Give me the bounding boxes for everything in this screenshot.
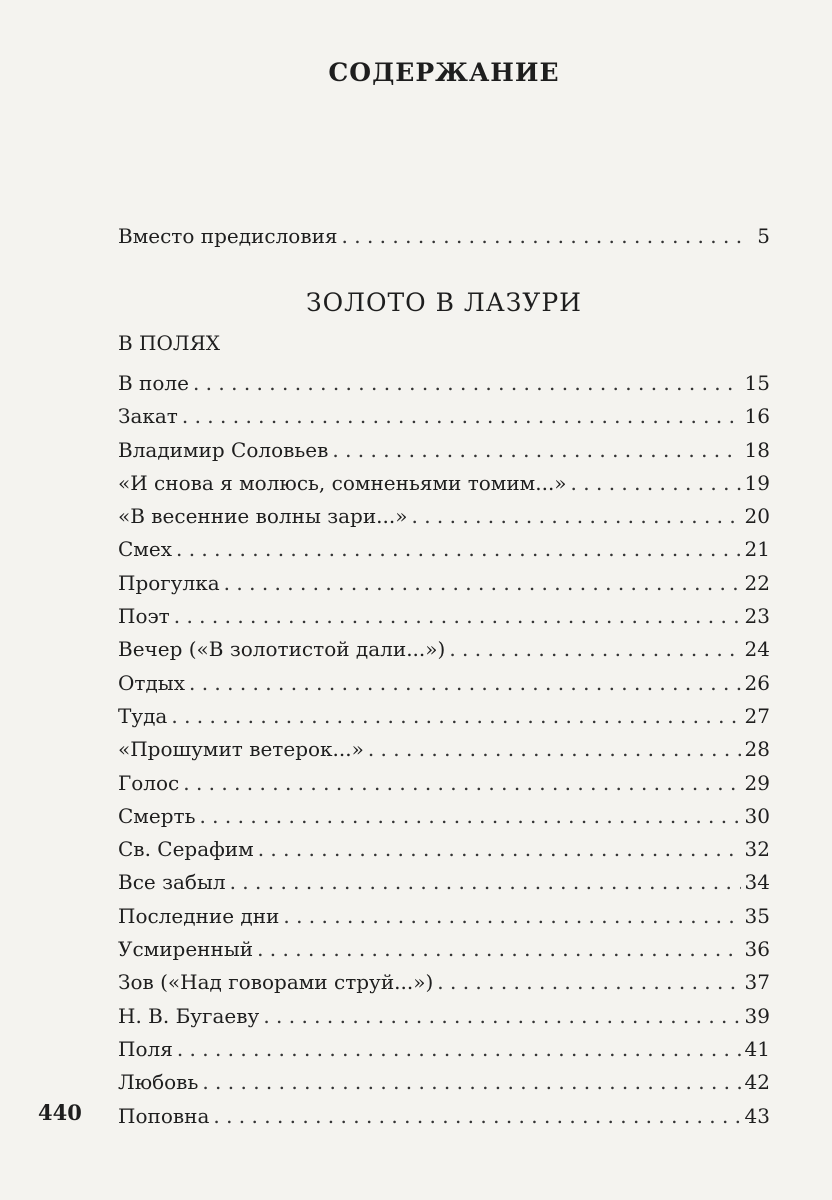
dot-leader [183,767,740,800]
entry-page: 22 [744,570,770,595]
toc-entry [118,467,770,500]
toc-entry [118,933,770,966]
entry-title: Поэт [118,604,170,629]
entry-title: Отдых [118,670,185,695]
entry-title: Последние дни [118,903,280,928]
toc-entry [118,1000,770,1033]
entry-title: Вечер («В золотистой дали...») [118,637,446,662]
entry-title: «В весенние волны зари...» [118,504,408,529]
entry-title: Поля [118,1036,173,1061]
toc-entry [118,1100,770,1133]
toc-entry [118,434,770,467]
entry-title: Поповна [118,1103,210,1128]
entry-page: 35 [744,903,770,928]
dot-leader [171,700,740,733]
toc-entry [118,500,770,533]
dot-leader [342,224,744,248]
toc-entry [118,767,770,800]
entry-title: В поле [118,371,189,395]
dot-leader [571,467,741,500]
dot-leader [332,434,740,467]
dot-leader [182,400,741,433]
entry-page: 28 [744,737,770,762]
entry-title: Закат [118,404,178,429]
entry-page: 36 [744,937,770,962]
entry-title: Св. Серафим [118,837,254,862]
entry-page: 29 [744,770,770,795]
toc-entry [118,900,770,933]
entry-title: Любовь [118,1070,199,1095]
entry-page: 23 [744,604,770,629]
dot-leader [258,833,741,866]
toc-entry [118,733,770,766]
toc-list [118,367,770,1133]
entry-title: Смех [118,537,172,562]
dot-leader [213,1100,740,1133]
entry-title: Н. В. Бугаеву [118,1003,260,1028]
toc-entry [118,667,770,700]
entry-page: 16 [744,404,770,429]
toc-entry [118,833,770,866]
toc-entry [118,633,770,666]
toc-entry [118,966,770,999]
entry-page: 24 [744,637,770,662]
entry-title: Прогулка [118,570,220,595]
toc-entry [118,800,770,833]
entry-title: Зов («Над говорами струй...») [118,970,434,995]
dot-leader [176,533,741,566]
toc-entry [118,866,770,899]
entry-title: Вместо предисловия [118,224,338,248]
entry-page: 37 [744,970,770,995]
entry-page: 19 [744,470,770,495]
entry-page: 21 [744,537,770,562]
entry-page: 18 [744,437,770,462]
toc-entry [118,367,770,400]
dot-leader [263,1000,740,1033]
entry-title: Туда [118,703,168,728]
subsection-title: В ПОЛЯХ [118,331,220,355]
entry-page: 27 [744,703,770,728]
entry-page: 30 [744,803,770,828]
dot-leader [174,600,741,633]
dot-leader [177,1033,741,1066]
page-title: СОДЕРЖАНИЕ [328,58,560,87]
dot-leader [368,733,741,766]
dot-leader [257,933,740,966]
dot-leader [412,500,741,533]
dot-leader [189,667,741,700]
dot-leader [283,900,740,933]
entry-page: 42 [744,1070,770,1095]
entry-page: 34 [744,870,770,895]
toc-entry [118,700,770,733]
entry-page: 39 [744,1003,770,1028]
dot-leader [193,367,741,400]
toc-entry [118,567,770,600]
entry-title: Усмиренный [118,937,254,962]
toc-entry [118,1066,770,1099]
entry-page: 43 [744,1103,770,1128]
entry-title: «Прошумит ветерок...» [118,737,364,762]
toc-entry-preface [118,224,770,254]
entry-page: 15 [744,371,770,395]
entry-page: 20 [744,504,770,529]
entry-title: Все забыл [118,870,226,895]
page-number: 440 [38,1100,82,1125]
toc-entry [118,533,770,566]
toc-entry [118,400,770,433]
entry-page: 32 [744,837,770,862]
dot-leader [224,567,741,600]
entry-title: Смерть [118,803,196,828]
entry-title: «И снова я молюсь, сомненьями томим...» [118,470,567,495]
entry-page: 5 [757,224,770,248]
dot-leader [437,966,740,999]
toc-entry [118,1033,770,1066]
dot-leader [449,633,740,666]
entry-title: Голос [118,770,180,795]
entry-page: 41 [744,1036,770,1061]
entry-title: Владимир Соловьев [118,437,329,462]
dot-leader [230,866,741,899]
entry-page: 26 [744,670,770,695]
dot-leader [199,800,740,833]
dot-leader [202,1066,740,1099]
toc-entry [118,600,770,633]
section-title: ЗОЛОТО В ЛАЗУРИ [306,288,582,317]
